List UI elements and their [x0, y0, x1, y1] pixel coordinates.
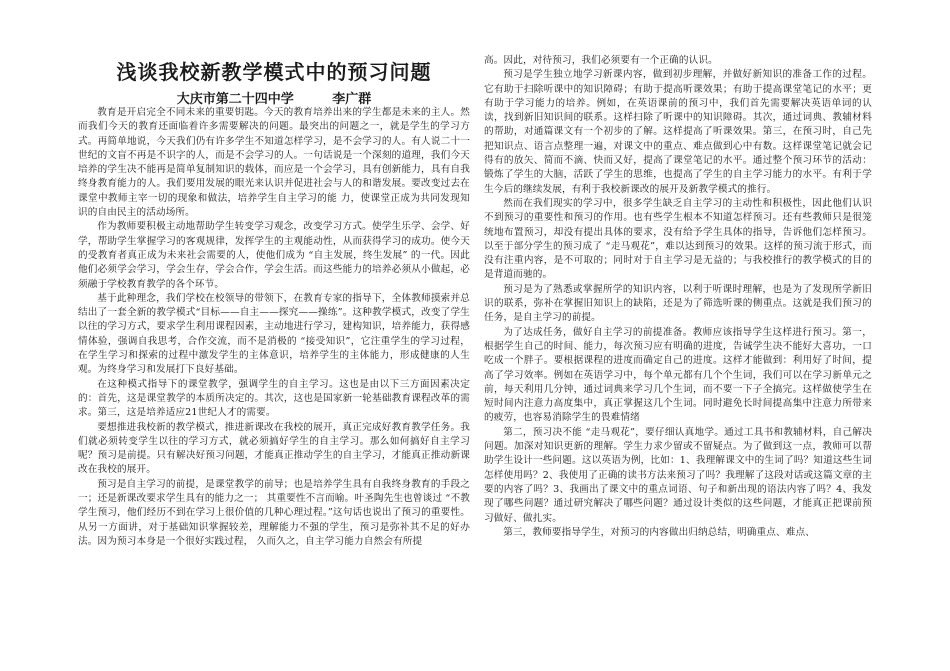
- paragraph: 基于此种理念，我们学校在校领导的带领下，在教育专家的指导下，全体教师摸索并总结出了一套全新的教学模式“目标——自主——探究——操练”。这种教学模式，改变了学生以往的学习方式，要求学生利用课程因素，主动地进行学习，建构知识，培养能力，获得感情体验，强调自我思考，合作交流，而不是消极的 “接受知识”，它注重学生的学习过程，在学生学习和探索的过程中激发学生的主体意识，培养学生的主体能力，形成健康的人生观。为终身学习和发展打下良好基础。: [78, 292, 470, 376]
- paragraph: 为了达成任务，做好自主学习的前提准备。教师应该指导学生这样进行预习。第一，根据学生自己的时间、能力，每次预习应有明确的进度，告诫学生决不能好大喜功，一口吃成一个胖子。要根据课程的进度而确定自己的进度。这样才能做到：利用好了时间，提高了学习效率。例如在英语学习中，每个单元都有几个个生词，我们可以在学习新单元之前，每天利用几分钟，通过词典来学习几个生词，而不要一下子全搞完。这样做使学生在短时间内注意力高度集中，真正掌握这几个生词。同时避免长时间提高集中注意力所带来的疲劳，也容易消除学生的畏难情绪: [484, 326, 872, 424]
- right-column: [484, 54, 872, 540]
- left-column: [78, 106, 470, 549]
- paragraph: 然而在我们现实的学习中，很多学生缺乏自主学习的主动性和积极性，因此他们认识不到预习的重要性和预习的作用。也有些学生根本不知道怎样预习。还有些教师只是很笼统地布置预习，却没有提出具体的要求，没有给予学生具体的指导，告诉他们怎样预习。以至于部分学生的预习成了 “走马观花”，难以达到预习的效果。这样的预习流于形式，而没有注重内容，是不可取的；同时对于自主学习是无益的；与我校推行的教学模式的目的是背道而驰的。: [484, 197, 872, 281]
- paragraph: 高。因此，对待预习，我们必须要有一个正确的认识。: [484, 55, 718, 66]
- paragraph: 在这种模式指导下的课堂教学，强调学生的自主学习。这也是由以下三方面因素决定的：首先，这是课堂教学的本质所决定的。其次，这也是国家新一轮基础教育课程改革的需求。第三，这是培养适应21世纪人才的需要。: [78, 378, 470, 419]
- paragraph: 预习是自主学习的前提，是课堂教学的前导；也是培养学生具有自我终身教育的手段之一；还是新课改要求学生具有的能力之一； 其重要性不言而喻。叶圣陶先生也曾谈过 “不教学生预习，他们经历不到在学习上很价值的几种心理过程。”这句话也说出了预习的重要性。从另一方面讲，对于基础知识掌握较差，理解能力不强的学生，预习是弥补其不足的好办法。因为预习本身是一个很好实践过程， 久而久之，自主学习能力自然会有所提: [78, 478, 470, 547]
- article-title: 浅谈我校新教学模式中的预习问题: [116, 60, 432, 84]
- author-name: 李广群: [332, 92, 372, 107]
- article-byline: [78, 88, 470, 107]
- paragraph: 教育是开启完全不同未来的重要钥匙。今天的教育培养出来的学生都是未来的主人。然而我们今天的教育还面临着许多需要解决的问题。最突出的问题之一，就是学生的学习方式。再简单地说，今天我们仍有许多学生不知道怎样学习，是不会学习的人。有人说二十一世纪的文盲不再是不识字的人，而是不会学习的人。一句话说是一个深刻的道理，我们今天培养的学生决不能再是简单复制知识的载体，而应是一个会学习，具有创新能力，具有自我终身教育能力的人。我们要用发展的眼光来认识并促进社会与人的和谐发展。要改变过去在课堂中教师主宰一切的现象和做法，培养学生自主学习的能 力，使课堂正成为共同发现知识的自由民主的活动场所。: [78, 107, 470, 219]
- paragraph: 第二，预习决不能 “走马观花”，要仔细认真地学。通过工具书和教辅材料，自己解决问题。加深对知识更新的理解。学生力求少留或不留疑点。为了做到这一点，教师可以帮助学生设计一些问题。这以英语为例，比如：1、我理解课文中的生词了吗？知道这些生词怎样使用吗？2、我使用了正确的读书方法来预习了吗？我理解了这段对话或这篇文章的主要的内容了吗？3、我画出了课文中的重点词语、句子和新出现的语法内容了吗？4、我发现了哪些问题？通过研究解决了哪些问题？通过设计类似的这些问题，才能真正把课前预习做好、做扎实。: [484, 426, 872, 524]
- paragraph: 预习是为了熟悉或掌握所学的知识内容，以利于听课时理解，也是为了发现所学新旧识的联系，弥补在掌握旧知识上的缺陷，还是为了筛选听课的侧重点。这就是我们预习的任务，是自主学习的前提。: [484, 283, 872, 324]
- paragraph: 要想推进我校新的教学模式，推进新课改在我校的展开，真正完成好教育教学任务。我们就必须转变学生以往的学习方式，就必须搞好学生的自主学习。那么如何搞好自主学习呢？预习是前提。只有解决好预习问题，才能真正推动学生的自主学习，才能真正推动新课改在我校的展开。: [78, 421, 470, 476]
- author-school: 大庆市第二十四中学: [176, 92, 294, 107]
- paragraph: 预习是学生独立地学习新课内容，做到初步理解，并做好新知识的准备工作的过程。它有助于扫除听课中的知识障碍；有助于提高听课效果；有助于提高课堂笔记的水平；更有助于学习能力的培养。例如，在英语课前的预习中，我们首先需要解决英语单词的认读，找到新旧知识间的联系。这样扫除了听课中的知识障碍。其次，通过词典、教辅材料的帮助，对通篇课文有一个初步的了解。这样提高了听课效果。第三，在预习时，自己先把知识点、语言点整理一遍，对课文中的重点、难点做到心中有数。这样课堂笔记就会记得有的放矢、简而不滴、快而又好，提高了课堂笔记的水平。通过整个预习环节的活动：锻炼了学生的大脑，活跃了学生的思维，也提高了学生的自主学习能力的水平。有利于学生今后的继续发展，有利于我校新课改的展开及新教学模式的推行。: [484, 69, 872, 195]
- paragraph: 第三，教师要指导学生，对预习的内容做出归纳总结，明确重点、难点、: [503, 526, 815, 538]
- paragraph: 作为教师要积极主动地帮助学生转变学习观念，改变学习方式。使学生乐学、会学、好学，帮助学生掌握学习的客观规律，发挥学生的主观能动性，从而获得学习的成功。使今天的受教育者真正成为未来社会需要的人，使他们成为 “自主发展，终生发展” 的一代。因此他们必须学会学习，学会生存，学会合作，学会生活。而这些能力的培养必须从小做起，必须融于学校教育教学的各个环节。: [78, 221, 470, 290]
